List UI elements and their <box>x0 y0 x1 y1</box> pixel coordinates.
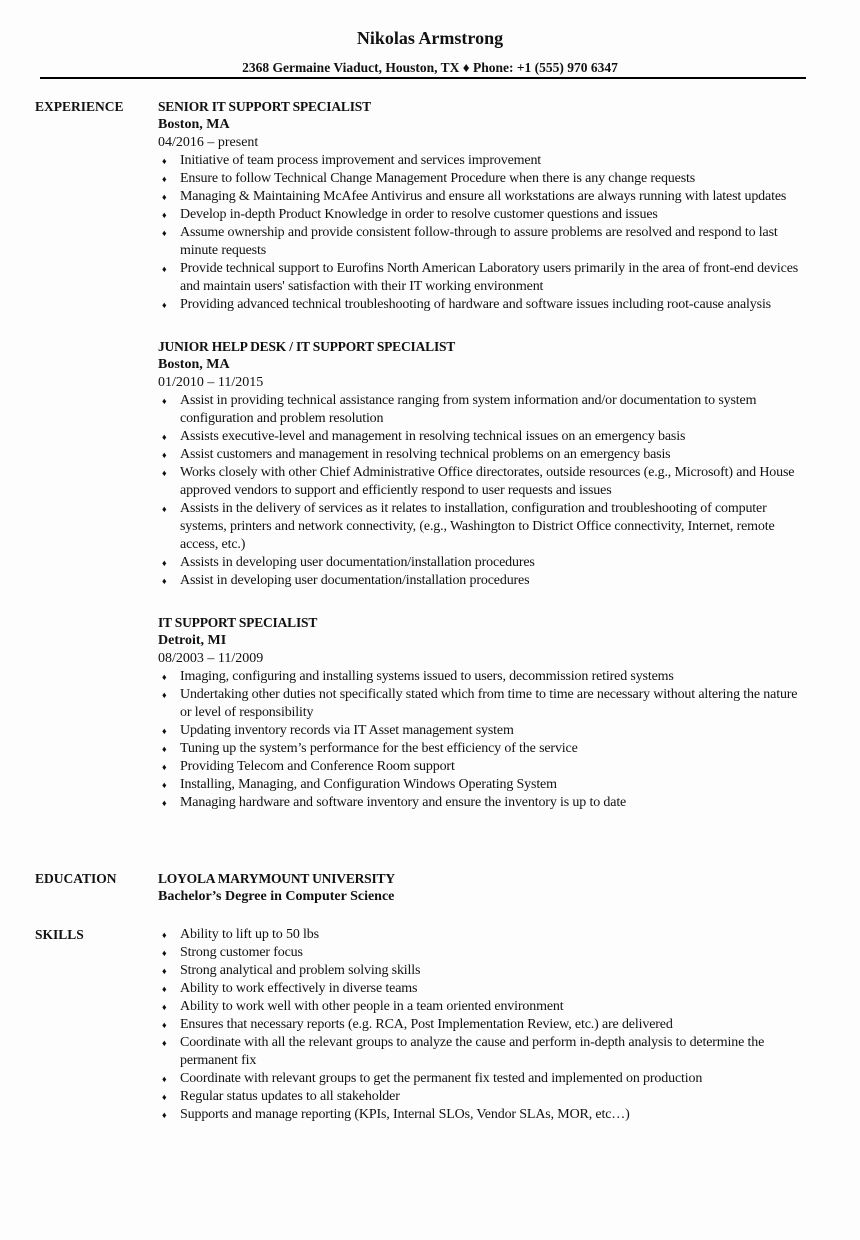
job-location: Boston, MA <box>158 357 230 372</box>
bullet-icon: ♦ <box>162 264 167 274</box>
job-bullets <box>158 152 813 314</box>
bullet-item <box>158 170 812 188</box>
skills-content <box>158 926 813 1124</box>
bullet-text: Develop in-depth Product Knowledge in order to resolve customer questions and issues <box>180 207 658 222</box>
job-bullets <box>158 392 813 590</box>
bullet-text: Strong analytical and problem solving skills <box>180 963 421 978</box>
job-dates: 01/2010 – 11/2015 <box>158 375 264 390</box>
contact-line: 2368 Germaine Viaduct, Houston, TX ♦ Phone: +1 (555) 970 6347 <box>242 60 618 75</box>
bullet-text: Assists executive-level and management in resolving technical issues on an emergency basis <box>180 429 686 444</box>
bullet-icon: ♦ <box>162 504 167 514</box>
section-label-skills: SKILLS <box>35 927 84 942</box>
bullet-item <box>158 758 812 776</box>
bullet-item <box>158 260 812 296</box>
bullet-icon: ♦ <box>162 1038 167 1048</box>
bullet-icon: ♦ <box>162 396 167 406</box>
job-title: IT SUPPORT SPECIALIST <box>158 615 318 630</box>
bullet-icon: ♦ <box>162 726 167 736</box>
bullet-item <box>158 1034 812 1070</box>
bullet-text: Strong customer focus <box>180 945 303 960</box>
bullet-icon: ♦ <box>162 210 167 220</box>
bullet-item <box>158 464 812 500</box>
bullet-text: Coordinate with relevant groups to get the permanent fix tested and implemented on production <box>180 1071 703 1086</box>
bullet-item <box>158 152 812 170</box>
job-bullets <box>158 668 813 812</box>
section-label-education: EDUCATION <box>35 871 117 886</box>
job-location: Detroit, MI <box>158 633 227 648</box>
bullet-text: Supports and manage reporting (KPIs, Internal SLOs, Vendor SLAs, MOR, etc…) <box>180 1107 630 1122</box>
job-entry <box>158 614 813 812</box>
resume-name: Nikolas Armstrong <box>356 28 504 48</box>
bullet-item <box>158 998 812 1016</box>
bullet-item <box>158 668 812 686</box>
bullet-text: Works closely with other Chief Administrative Office directorates, outside resources (e.g., Microsoft) and House approved vendors to support and efficiently respond to user requests and issues <box>180 465 795 498</box>
bullet-icon: ♦ <box>162 744 167 754</box>
bullet-icon: ♦ <box>162 948 167 958</box>
bullet-text: Assist customers and management in resolving technical problems on an emergency basis <box>180 447 671 462</box>
bullet-text: Coordinate with all the relevant groups to analyze the cause and perform in-depth analysis to determine the permanent fix <box>180 1035 765 1068</box>
bullet-icon: ♦ <box>162 1074 167 1084</box>
job-dates: 04/2016 – present <box>158 135 259 150</box>
bullet-item <box>158 1088 812 1106</box>
bullet-item <box>158 776 812 794</box>
bullet-text: Ability to work effectively in diverse teams <box>180 981 418 996</box>
bullet-item <box>158 740 812 758</box>
bullet-item <box>158 428 812 446</box>
bullet-text: Provide technical support to Eurofins North American Laboratory users primarily in the area of front-end devices and maintain users' satisfaction with their IT working environment <box>180 261 799 294</box>
bullet-text: Undertaking other duties not specifically stated which from time to time are necessary without altering the nature or level of responsibility <box>180 687 798 720</box>
bullet-text: Assist in providing technical assistance ranging from system information and/or documentation to system configuration and problem resolution <box>180 393 757 426</box>
school-name: LOYOLA MARYMOUNT UNIVERSITY <box>158 871 395 886</box>
bullet-icon: ♦ <box>162 984 167 994</box>
bullet-icon: ♦ <box>162 930 167 940</box>
bullet-text: Initiative of team process improvement and services improvement <box>180 153 542 168</box>
bullet-icon: ♦ <box>162 1020 167 1030</box>
bullet-text: Ensures that necessary reports (e.g. RCA, Post Implementation Review, etc.) are delivered <box>180 1017 673 1032</box>
education-content <box>158 870 813 906</box>
skills-list <box>158 926 813 1124</box>
bullet-item <box>158 962 812 980</box>
bullet-text: Ability to work well with other people in a team oriented environment <box>180 999 564 1014</box>
bullet-icon: ♦ <box>162 1092 167 1102</box>
job-entry <box>158 98 813 314</box>
bullet-text: Tuning up the system’s performance for the best efficiency of the service <box>180 741 578 756</box>
bullet-text: Managing & Maintaining McAfee Antivirus and ensure all workstations are always running with latest updates <box>180 189 787 204</box>
bullet-icon: ♦ <box>162 558 167 568</box>
bullet-item <box>158 794 812 812</box>
bullet-text: Installing, Managing, and Configuration Windows Operating System <box>180 777 557 792</box>
bullet-item <box>158 1070 812 1088</box>
bullet-text: Assist in developing user documentation/installation procedures <box>180 573 530 588</box>
degree: Bachelor’s Degree in Computer Science <box>158 889 395 904</box>
bullet-icon: ♦ <box>162 798 167 808</box>
bullet-item <box>158 296 812 314</box>
bullet-text: Updating inventory records via IT Asset management system <box>180 723 514 738</box>
bullet-icon: ♦ <box>162 780 167 790</box>
bullet-text: Assists in developing user documentation/installation procedures <box>180 555 535 570</box>
job-title: JUNIOR HELP DESK / IT SUPPORT SPECIALIST <box>158 339 456 354</box>
bullet-item <box>158 722 812 740</box>
bullet-item <box>158 206 812 224</box>
bullet-item <box>158 1016 812 1034</box>
bullet-icon: ♦ <box>162 174 167 184</box>
bullet-icon: ♦ <box>162 468 167 478</box>
bullet-item <box>158 554 812 572</box>
bullet-item <box>158 572 812 590</box>
job-entry <box>158 338 813 590</box>
bullet-icon: ♦ <box>162 192 167 202</box>
bullet-text: Imaging, configuring and installing systems issued to users, decommission retired systems <box>180 669 674 684</box>
bullet-text: Providing Telecom and Conference Room support <box>180 759 455 774</box>
bullet-icon: ♦ <box>162 432 167 442</box>
section-label-experience: EXPERIENCE <box>35 99 124 114</box>
bullet-item <box>158 500 812 554</box>
header-divider <box>40 77 806 79</box>
bullet-text: Assume ownership and provide consistent follow-through to assure problems are resolved and respond to last minute requests <box>180 225 778 258</box>
bullet-text: Providing advanced technical troubleshooting of hardware and software issues including root-cause analysis <box>180 297 771 312</box>
bullet-text: Assists in the delivery of services as it relates to installation, configuration and troubleshooting of computer systems, printers and network connectivity, (e.g., Washington to District Office connectivity, Internet, remote access, etc.) <box>180 501 775 552</box>
bullet-icon: ♦ <box>162 576 167 586</box>
job-location: Boston, MA <box>158 117 230 132</box>
bullet-text: Regular status updates to all stakeholder <box>180 1089 400 1104</box>
bullet-item <box>158 188 812 206</box>
job-dates: 08/2003 – 11/2009 <box>158 651 264 666</box>
bullet-icon: ♦ <box>162 300 167 310</box>
bullet-icon: ♦ <box>162 690 167 700</box>
bullet-text: Ability to lift up to 50 lbs <box>180 927 319 942</box>
bullet-icon: ♦ <box>162 762 167 772</box>
bullet-icon: ♦ <box>162 450 167 460</box>
bullet-icon: ♦ <box>162 156 167 166</box>
bullet-item <box>158 446 812 464</box>
bullet-item <box>158 224 812 260</box>
bullet-icon: ♦ <box>162 672 167 682</box>
bullet-item <box>158 1106 812 1124</box>
bullet-text: Managing hardware and software inventory and ensure the inventory is up to date <box>180 795 627 810</box>
bullet-item <box>158 944 812 962</box>
bullet-icon: ♦ <box>162 1002 167 1012</box>
job-title: SENIOR IT SUPPORT SPECIALIST <box>158 99 371 114</box>
bullet-icon: ♦ <box>162 228 167 238</box>
bullet-item <box>158 926 812 944</box>
bullet-icon: ♦ <box>162 1110 167 1120</box>
bullet-icon: ♦ <box>162 966 167 976</box>
experience-content <box>158 98 813 836</box>
bullet-item <box>158 980 812 998</box>
bullet-text: Ensure to follow Technical Change Management Procedure when there is any change requests <box>180 171 696 186</box>
bullet-item <box>158 392 812 428</box>
bullet-item <box>158 686 812 722</box>
